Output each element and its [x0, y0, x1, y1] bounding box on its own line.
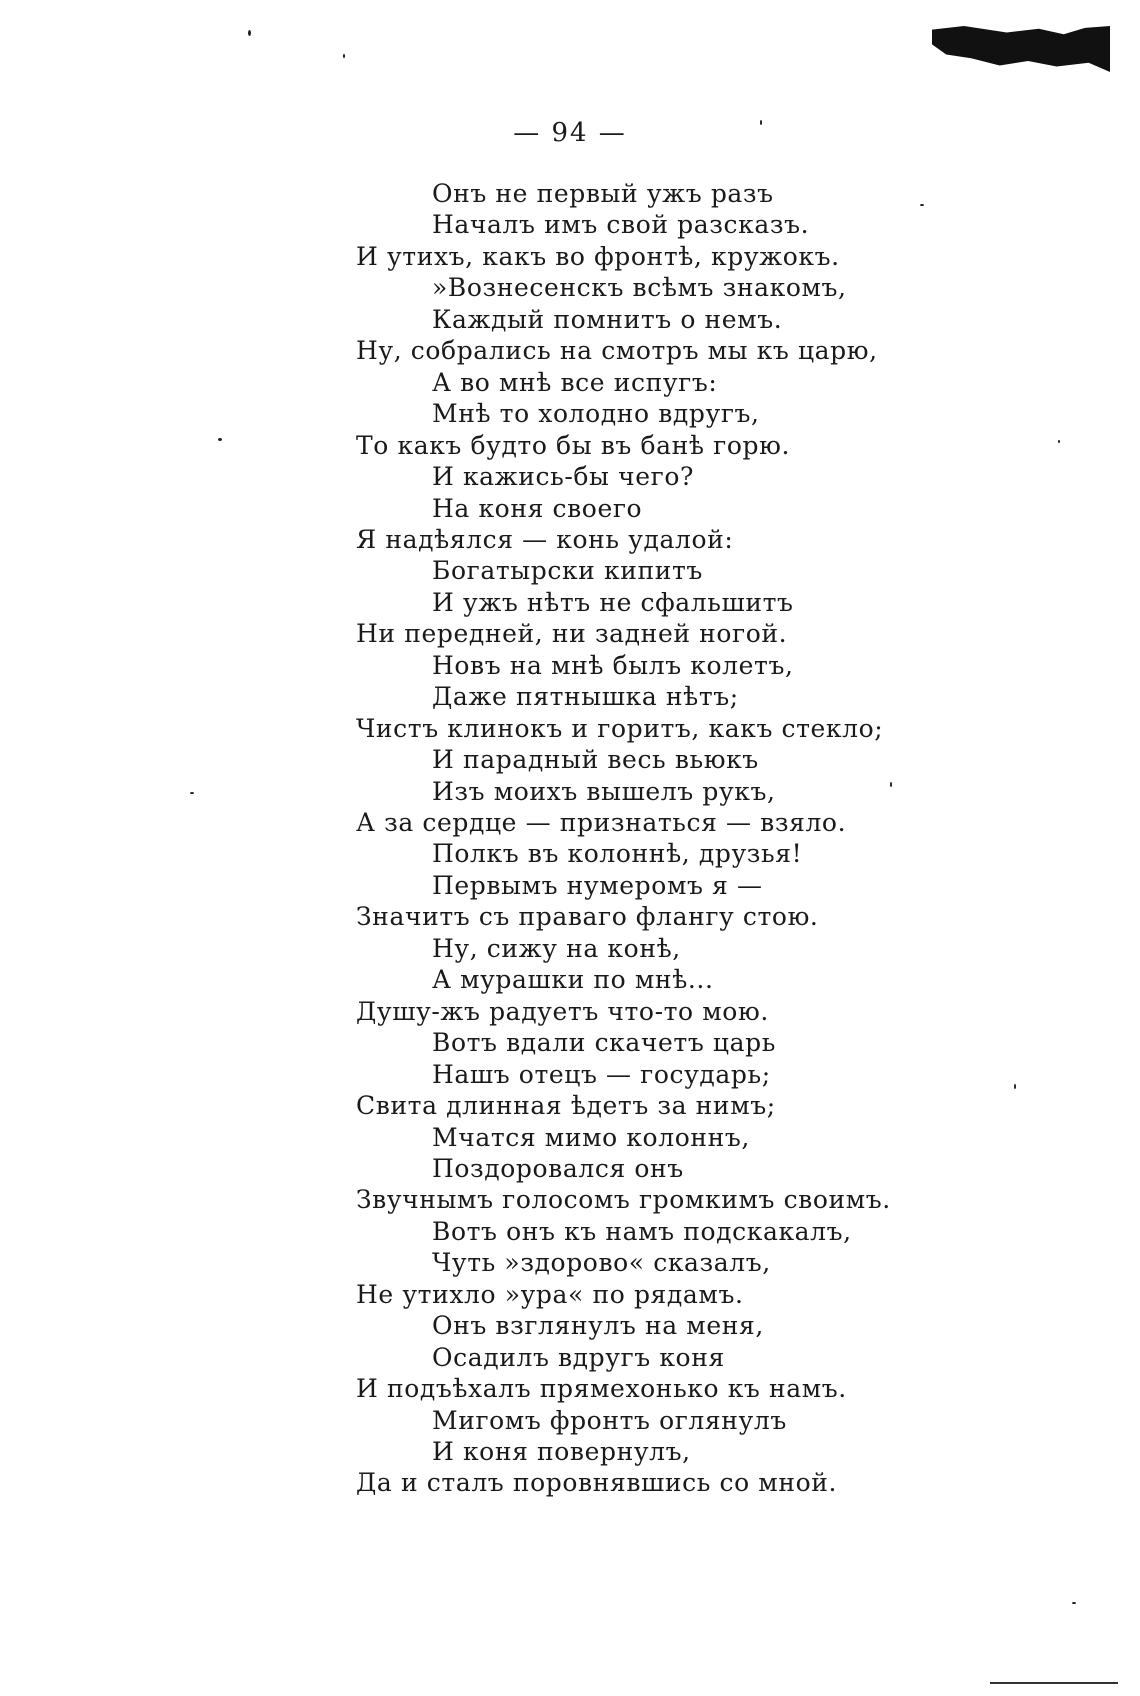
- poem-line: Ну, сижу на конѣ,: [432, 933, 681, 963]
- poem-line: И ужъ нѣтъ не сфальшитъ: [432, 587, 794, 617]
- poem-line: Новъ на мнѣ былъ колетъ,: [432, 650, 794, 680]
- poem-line: Началъ имъ свой разсказъ.: [432, 210, 810, 240]
- poem-line: Я надѣялся — конь удалой:: [356, 524, 734, 554]
- poem-line: Ни передней, ни задней ногой.: [356, 619, 788, 649]
- poem-line: Душу-жъ радуетъ что-то мою.: [356, 996, 769, 1026]
- poem-line: Свита длинная ѣдетъ за нимъ;: [356, 1091, 776, 1121]
- poem-line: И утихъ, какъ во фронтѣ, кружокъ.: [356, 241, 840, 271]
- page-number: — 94 —: [513, 118, 627, 148]
- poem-line: Онъ не первый ужъ разъ: [432, 179, 774, 208]
- scan-speck: [890, 782, 892, 787]
- scan-speck: [1058, 440, 1060, 443]
- poem-line: Богатырски кипитъ: [432, 556, 703, 586]
- poem-line: А во мнѣ все испугъ:: [432, 367, 718, 397]
- poem-line: Нашъ отецъ — государь;: [432, 1059, 771, 1089]
- scan-speck: [760, 120, 762, 125]
- poem-line: Онъ взглянулъ на меня,: [432, 1311, 764, 1341]
- poem-line: Не утихло »ура« по рядамъ.: [356, 1279, 744, 1309]
- poem-line: Первымъ нумеромъ я —: [432, 870, 763, 900]
- poem-line: Полкъ въ колоннѣ, друзья!: [432, 839, 803, 869]
- poem-line: Каждый помнитъ о немъ.: [432, 304, 783, 334]
- scan-speck: [343, 54, 345, 58]
- footer-rule: [990, 1682, 1118, 1684]
- poem-line: Поздоровался онъ: [432, 1153, 684, 1183]
- scan-speck: [920, 204, 924, 206]
- poem-line: Мчатся мимо колоннъ,: [432, 1122, 750, 1152]
- scan-speck: [1014, 1084, 1016, 1089]
- poem-line: Изъ моихъ вышелъ рукъ,: [432, 776, 776, 806]
- scan-speck: [190, 792, 194, 794]
- poem-line: Звучнымъ голосомъ громкимъ своимъ.: [356, 1185, 891, 1215]
- scan-speck: [218, 438, 222, 441]
- scan-speck: [1072, 1602, 1076, 1604]
- poem-line: Вотъ онъ къ намъ подскакалъ,: [432, 1216, 852, 1246]
- poem-line: На коня своего: [432, 493, 643, 523]
- poem-line: Осадилъ вдругъ коня: [432, 1342, 725, 1372]
- poem-line: И парадный весь вьюкъ: [432, 745, 759, 775]
- poem-line: Мигомъ фронтъ оглянулъ: [432, 1405, 787, 1435]
- poem-line: »Вознесенскъ всѣмъ знакомъ,: [432, 273, 847, 303]
- poem-line: Значитъ съ праваго флангу стою.: [356, 902, 819, 932]
- poem-line: Да и сталъ поровнявшись со мной.: [356, 1468, 838, 1498]
- scan-ink-blot: [932, 26, 1110, 72]
- poem-line: Даже пятнышка нѣтъ;: [432, 682, 739, 712]
- poem-line: То какъ будто бы въ банѣ горю.: [356, 430, 790, 460]
- poem-line: И кажись-бы чего?: [432, 462, 694, 492]
- poem-line: Мнѣ то холодно вдругъ,: [432, 399, 760, 429]
- poem-line: И коня повернулъ,: [432, 1437, 691, 1466]
- poem-line: Вотъ вдали скачетъ царь: [432, 1028, 776, 1058]
- scan-speck: [248, 30, 251, 36]
- poem-line: А за сердце — признаться — взяло.: [356, 808, 847, 837]
- poem-line: А мурашки по мнѣ...: [432, 965, 714, 995]
- poem-line: И подъѣхалъ прямехонько къ намъ.: [356, 1374, 847, 1404]
- poem-line: Чуть »здорово« сказалъ,: [432, 1248, 771, 1278]
- poem-line: Ну, собрались на смотръ мы къ царю,: [356, 336, 878, 366]
- poem-line: Чистъ клинокъ и горитъ, какъ стекло;: [356, 713, 884, 743]
